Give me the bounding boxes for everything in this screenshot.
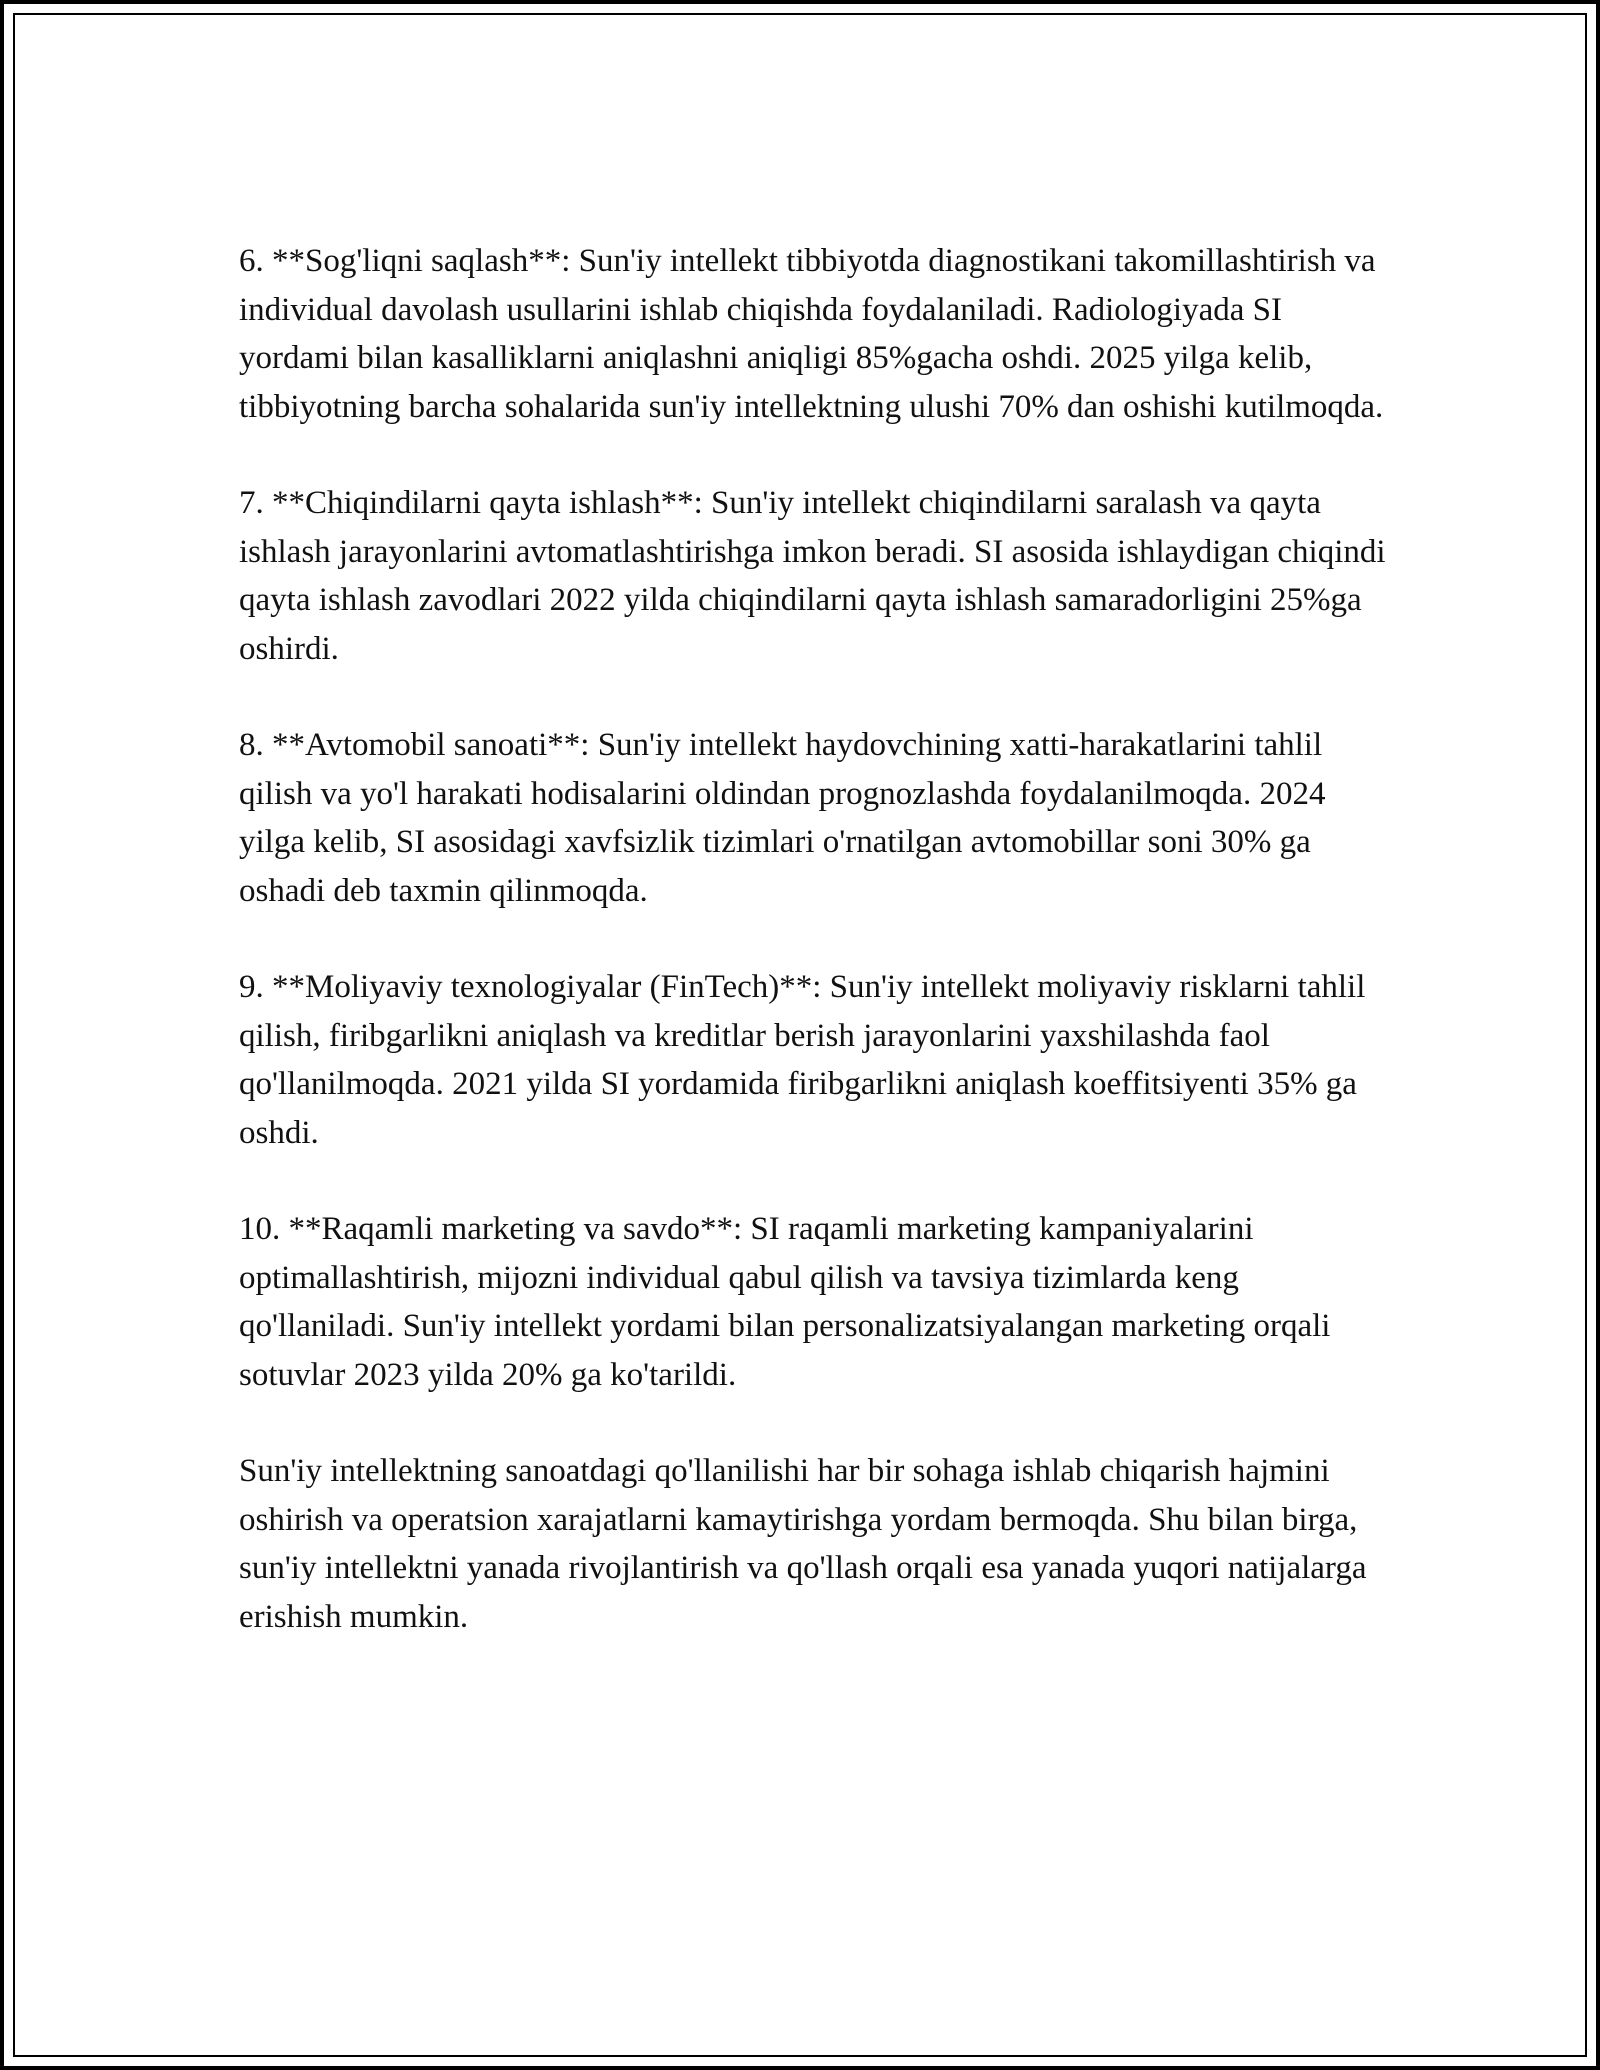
paragraph-automotive: 8. **Avtomobil sanoati**: Sun'iy intellekt haydovchining xatti-harakatlarini tahlil qilish va yo'l harakati hodisalarini oldindan prognozlashda foydalanilmoqda. 2024 yilga kelib, SI asosidagi xavfsizlik tizimlari o'rnatilgan avtomobillar soni 30% ga oshadi deb taxmin qilinmoqda. xyxy=(239,727,1326,909)
paragraph-digital-marketing: 10. **Raqamli marketing va savdo**: SI raqamli marketing kampaniyalarini optimallashtirish, mijozni individual qabul qilish va tavsiya tizimlarda keng qo'llaniladi. Sun'iy intellekt yordami bilan personalizatsiyalangan marketing orqali sotuvlar 2023 yilda 20% ga ko'tarildi. xyxy=(239,1211,1331,1393)
paragraph-conclusion: Sun'iy intellektning sanoatdagi qo'llanilishi har bir sohaga ishlab chiqarish hajmini oshirish va operatsion xarajatlarni kamaytirishga yordam bermoqda. Shu bilan birga, sun'iy intellektni yanada rivojlantirish va qo'llash orqali esa yanada yuqori natijalarga erishish mumkin. xyxy=(239,1453,1367,1635)
document-body xyxy=(239,237,1389,1689)
paragraph-waste-recycling: 7. **Chiqindilarni qayta ishlash**: Sun'iy intellekt chiqindilarni saralash va qayta ishlash jarayonlarini avtomatlashtirishga imkon beradi. SI asosida ishlaydigan chiqindi qayta ishlash zavodlari 2022 yilda chiqindilarni qayta ishlash samaradorligini 25%ga oshirdi. xyxy=(239,485,1386,667)
paragraph-fintech: 9. **Moliyaviy texnologiyalar (FinTech)**: Sun'iy intellekt moliyaviy risklarni tahlil qilish, firibgarlikni aniqlash va kreditlar berish jarayonlarini yaxshilashda faol qo'llanilmoqda. 2021 yilda SI yordamida firibgarlikni aniqlash koeffitsiyenti 35% ga oshdi. xyxy=(239,969,1366,1151)
paragraph-healthcare: 6. **Sog'liqni saqlash**: Sun'iy intellekt tibbiyotda diagnostikani takomillashtirish va individual davolash usullarini ishlab chiqishda foydalaniladi. Radiologiyada SI yordami bilan kasalliklarni aniqlashni aniqligi 85%gacha oshdi. 2025 yilga kelib, tibbiyotning barcha sohalarida sun'iy intellektning ulushi 70% dan oshishi kutilmoqda. xyxy=(239,243,1384,425)
